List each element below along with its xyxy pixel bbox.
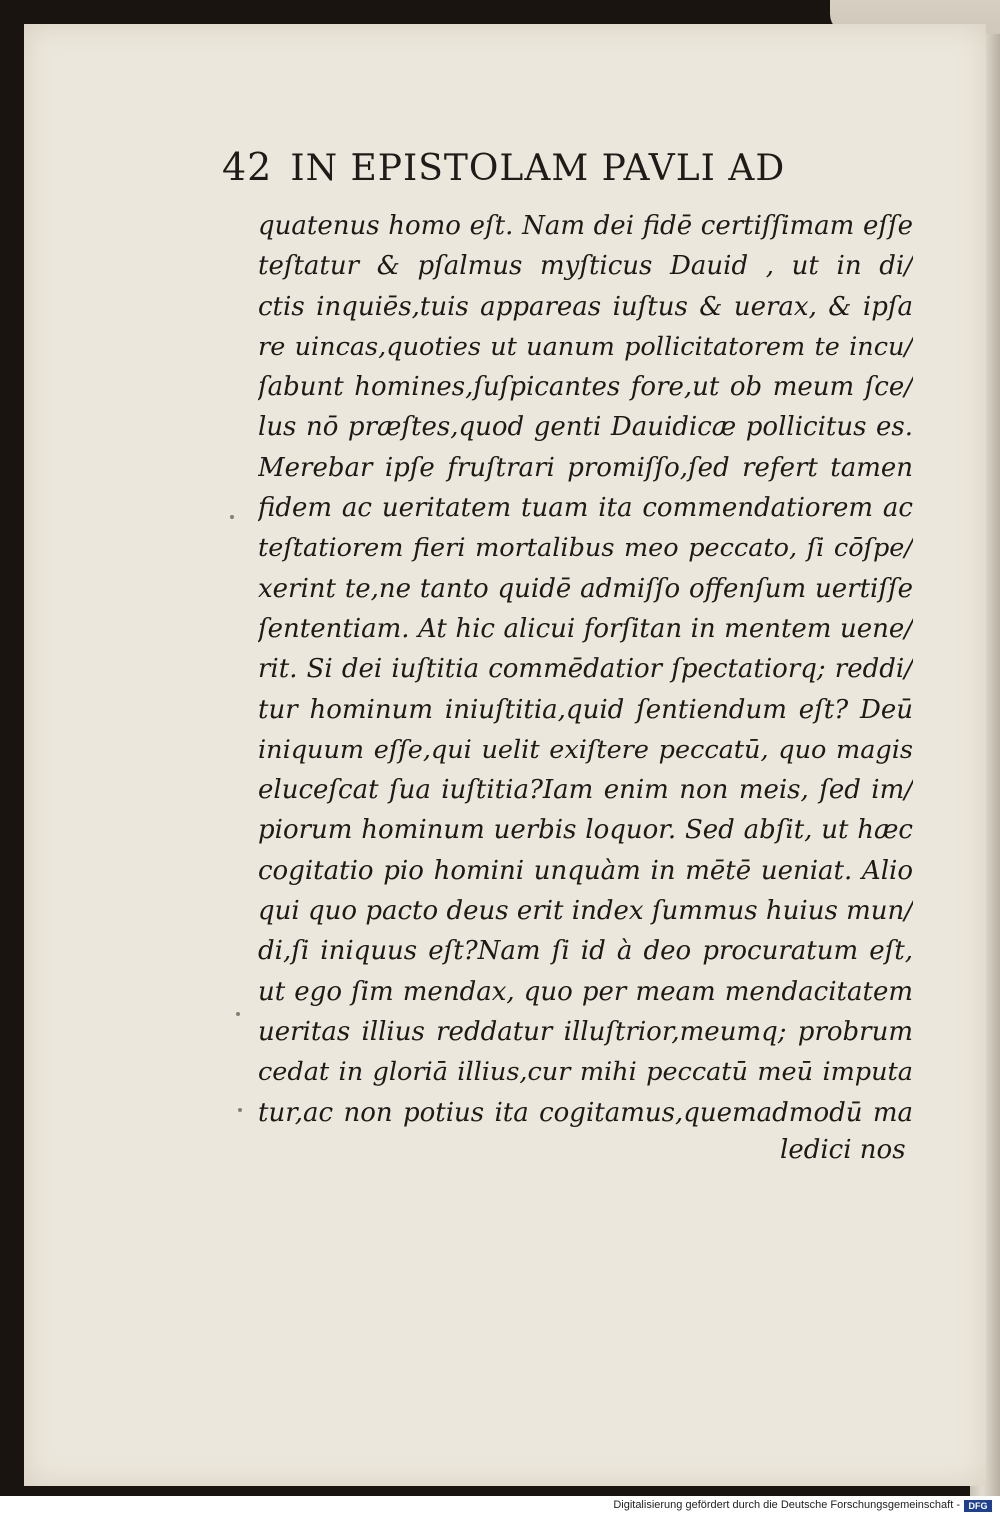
text-line: iniquum eſſe,qui uelit exiſtere peccatū, quo magis (258, 734, 913, 765)
text-line: di,ſi iniquus eſt?Nam ſi id à deo procuratum eſt, (258, 936, 913, 967)
text-line: cogitatio pio homini unquàm in mētē ueniat. Alio (258, 855, 913, 886)
text-line: teſtatiorem fieri mortalibus meo peccato, ſi cōſpe/ (258, 533, 913, 564)
body-text (258, 206, 913, 1133)
running-head (222, 145, 912, 195)
text-line: ctis inquiēs,tuis appareas iuſtus & uerax, & ipſa (258, 291, 913, 322)
text-line: qui quo pacto deus erit index ſummus huius mun/ (258, 896, 913, 927)
text-line: eluceſcat ſua iuſtitia?Iam enim non meis, ſed im/ (258, 775, 913, 806)
digitization-credit: Digitalisierung gefördert durch die Deutsche Forschungsgemeinschaft - (613, 1499, 960, 1511)
paper-speck (238, 1108, 242, 1112)
text-line: quatenus homo eſt. Nam dei fidē certiſſimam eſſe (258, 211, 913, 241)
text-line: tur,ac non potius ita cogitamus,quemadmodū ma (258, 1097, 913, 1128)
text-line: fidem ac ueritatem tuam ita commendatiorem ac (258, 493, 913, 524)
text-line: ſabunt homines,ſuſpicantes fore,ut ob meum ſce/ (258, 372, 913, 403)
running-title: IN EPISTOLAM PAVLI AD (290, 148, 786, 189)
text-line: re uincas,quoties ut uanum pollicitatorem te incu/ (258, 331, 913, 362)
catchword: ledici nos (780, 1135, 906, 1165)
page-number: 42 (222, 145, 273, 189)
paper-speck (236, 1012, 240, 1016)
text-line: Merebar ipſe fruſtrari promiſſo,ſed refert tamen (258, 452, 913, 483)
text-line: xerint te,ne tanto quidē admiſſo offenſum uertiſſe (258, 573, 913, 604)
dfg-logo: DFG (964, 1500, 992, 1512)
text-line: piorum hominum uerbis loquor. Sed abſit, ut hæc (258, 815, 913, 846)
text-line: tur hominum iniuſtitia,quid ſentiendum eſt? Deū (258, 694, 913, 725)
text-line: ſententiam. At hic alicui forſitan in mentem uene/ (258, 613, 913, 644)
text-line: ueritas illius reddatur illuſtrior,meumq; probrum (258, 1016, 913, 1047)
text-line: teſtatur & pſalmus myſticus Dauid , ut in di/ (258, 251, 913, 282)
text-line: lus nō præſtes,quod genti Dauidicæ pollicitus es. (258, 412, 913, 443)
text-line: ut ego ſim mendax, quo per meam mendacitatem (258, 976, 913, 1007)
text-line: rit. Si dei iuſtitia commēdatior ſpectatiorq; reddi/ (258, 654, 913, 685)
text-line: cedat in gloriā illius,cur mihi peccatū meū imputa (258, 1057, 913, 1088)
paper-speck (230, 515, 234, 519)
